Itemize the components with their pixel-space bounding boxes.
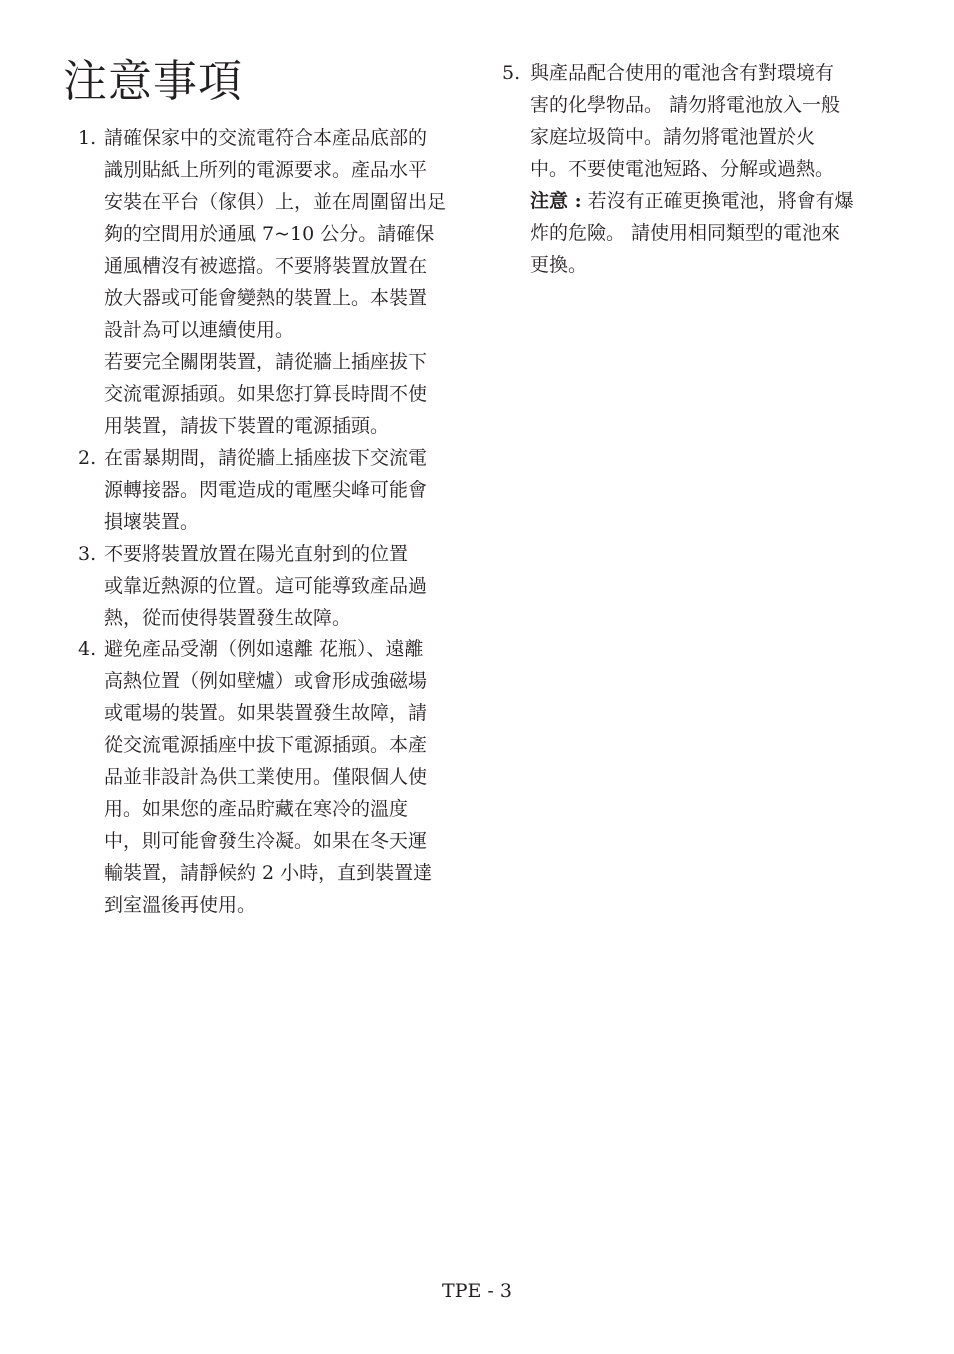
item-text-line: 通風槽沒有被遮擋。不要將裝置放置在 bbox=[104, 255, 428, 277]
item-text-line: 交流電源插頭。如果您打算長時間不使 bbox=[104, 383, 428, 405]
item-text-line: 輸裝置，請靜候約 2 小時，直到裝置達 bbox=[104, 862, 433, 884]
item-number: 3. bbox=[78, 543, 97, 565]
item-text-line: 在雷暴期間，請從牆上插座拔下交流電 bbox=[104, 447, 428, 469]
item-text-line: 熱，從而使得裝置發生故障。 bbox=[104, 607, 352, 629]
item-text-line: 若要完全關閉裝置，請從牆上插座拔下 bbox=[104, 351, 428, 373]
caution-text: 若沒有正確更換電池，將會有爆 bbox=[581, 190, 854, 212]
item-text-line: 從交流電源插座中拔下電源插頭。本產 bbox=[104, 734, 428, 756]
item-number: 1. bbox=[78, 127, 97, 149]
caution-note bbox=[530, 185, 910, 217]
item-text-line: 安裝在平台（傢俱）上，並在周圍留出足 bbox=[104, 191, 447, 213]
item-text-line: 用。如果您的產品貯藏在寒冷的溫度 bbox=[104, 798, 409, 820]
caution-label: 注意 : bbox=[530, 190, 582, 212]
item-text-line: 中，則可能會發生冷凝。如果在冬天運 bbox=[104, 830, 428, 852]
page-title: 注意事項 bbox=[63, 56, 243, 107]
page-number: TPE - 3 bbox=[442, 1280, 512, 1302]
item-text-line: 品並非設計為供工業使用。僅限個人使 bbox=[104, 766, 428, 788]
item-text-line: 請確保家中的交流電符合本產品底部的 bbox=[104, 127, 428, 149]
item-text-line: 夠的空間用於通風 7~10 公分。請確保 bbox=[104, 223, 435, 245]
item-text-line: 與產品配合使用的電池含有對環境有 bbox=[530, 62, 835, 84]
item-text-line: 放大器或可能會變熱的裝置上。本裝置 bbox=[104, 287, 428, 309]
item-text-line: 用裝置，請拔下裝置的電源插頭。 bbox=[104, 415, 390, 437]
item-text-line: 避免產品受潮（例如遠離 花瓶）、遠離 bbox=[104, 638, 424, 660]
caution-text-line: 炸的危險。 請使用相同類型的電池來 bbox=[530, 222, 841, 244]
item-text-line: 或靠近熱源的位置。這可能導致產品過 bbox=[104, 575, 428, 597]
item-text-line: 損壞裝置。 bbox=[104, 511, 200, 533]
item-number: 2. bbox=[78, 447, 97, 469]
item-text-line: 中。不要使電池短路、分解或過熱。 bbox=[530, 158, 835, 180]
item-text-line: 害的化學物品。 請勿將電池放入一般 bbox=[530, 94, 841, 116]
item-number: 5. bbox=[502, 62, 521, 84]
item-text-line: 設計為可以連續使用。 bbox=[104, 319, 295, 341]
item-text-line: 不要將裝置放置在陽光直射到的位置 bbox=[104, 543, 409, 565]
item-text-line: 源轉接器。閃電造成的電壓尖峰可能會 bbox=[104, 479, 428, 501]
item-text-line: 高熱位置（例如壁爐）或會形成強磁場 bbox=[104, 670, 428, 692]
item-text-line: 家庭垃圾筒中。請勿將電池置於火 bbox=[530, 126, 816, 148]
item-text-line: 或電場的裝置。如果裝置發生故障，請 bbox=[104, 702, 428, 724]
item-text-line: 到室溫後再使用。 bbox=[104, 894, 257, 916]
item-number: 4. bbox=[78, 638, 97, 660]
caution-text-line: 更換。 bbox=[530, 254, 588, 276]
item-text-line: 識別貼紙上所列的電源要求。產品水平 bbox=[104, 159, 428, 181]
